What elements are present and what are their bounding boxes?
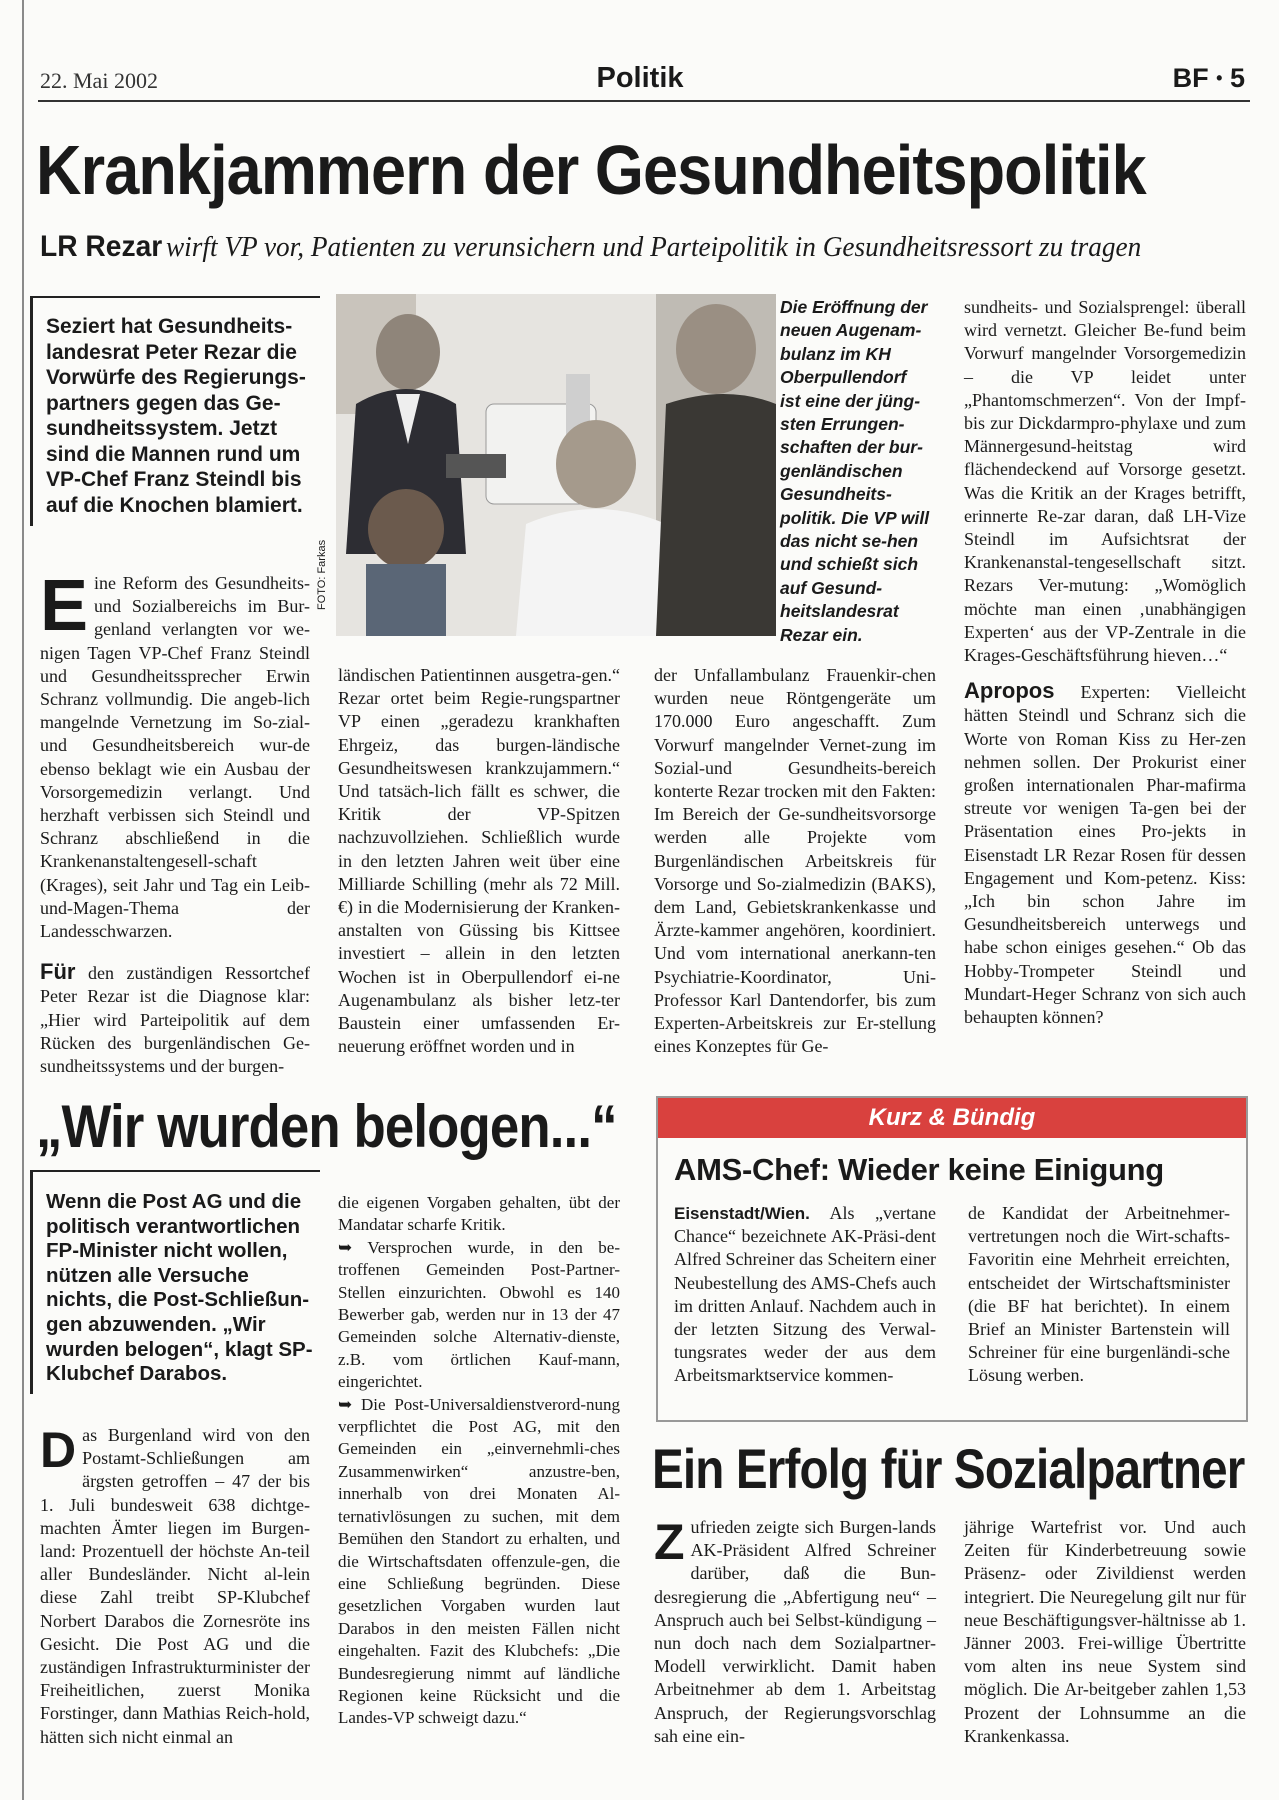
article2-column1 (40, 1424, 310, 1749)
text-run: as Burgenland wird von den Postamt-Schließungen am ärgsten getroffen – 47 der bis 1. Juli bundesweit 638 dichtge-machten Ämter liegen im Burgen-land: Prozentuell der höchste An-teil aller Bundesländer. Nicht al-lein diese Zahl treibt SP-Klubchef Norbert Darabos die Zornesröte ins Gesicht. Die Post AG und die zuständigen Infrastrukturminister der Freiheitlichen, zuerst Monika Forstinger, dann Mathias Reich-hold, hätten sich nicht einmal an (40, 1425, 310, 1747)
paper-abbrev: BF (1172, 63, 1209, 93)
article3-column1 (654, 1516, 936, 1748)
lead-rule (30, 1170, 33, 1394)
arrow-icon: ➥ (338, 1394, 362, 1414)
kurz-buendig-box (656, 1096, 1248, 1422)
headline-main: Krankjammern der Gesundheitspolitik (36, 131, 1146, 209)
paragraph (654, 1516, 936, 1748)
text-run: ufrieden zeigte sich Burgen-lands AK-Präsident Alfred Schreiner darüber, daß die Bun-desregierung die „Abfertigung neu“ – Anspruch auch bei Selbst-kündigung – nun doch nach dem Sozialpartner-Modell verwirklicht. Damit haben Arbeitnehmer ab dem 1. Arbeitstag Anspruch, der Regierungsvorschlag sah eine ein- (654, 1517, 936, 1746)
subheadline (40, 230, 1196, 264)
article3-column2: jährige Wartefrist vor. Und auch Zeiten für Kinderbetreuung sowie Präsenz- oder Zivildienst werden integriert. Die Neuregelung gilt nur für neue Beschäftigungsver-hältnisse ab 1. Jänner 2003. Frei-willige Übertritte vom alten ins neue System sind möglich. Die Ar-beitgeber zahlen 1,53 Prozent der Lohnsumme an die Krankenkassa. (964, 1517, 1246, 1746)
lead-rule-top (30, 1170, 320, 1172)
box-column1 (674, 1202, 936, 1388)
text-run: Als „vertane Chance“ bezeichnete AK-Präsi-dent Alfred Schreiner das Scheitern einer Neubestellung des AMS-Chefs auch im dritten Anlauf. Nachdem auch in der letzten Sitzung des Verwal-tungsrates weder der aus dem Arbeitsmarktservice kommen- (674, 1203, 936, 1386)
text-run: Die Post-Universaldienstverord-nung verpflichtet die Post AG, mit den Gemeinden ein „einvernehmli-ches Zusammenwirken“ anzustre-ben, innerhalb von drei Monaten Al-ternativlösungen zu suchen, mit dem Bemühen den Standort zu erhalten, und die Wirtschaftsdaten offenzule-gen, die eine Schließung begründen. Diese gesetzlichen Vorgaben wurden laut Darabos in den meisten Fällen nicht eingehalten. Fazit des Klubchefs: „Die Bundesregierung nimmt auf ländliche Regionen keine Rücksicht und die Landes-VP schweigt dazu.“ (338, 1394, 621, 1728)
article2-column2 (338, 1192, 620, 1730)
box-column2: de Kandidat der Arbeitnehmer-vertretungen noch die Wirt-schafts-Favoritin eine Mehrheit erreichten, entscheidet der Wirtschaftsminister (die BF hat berichtet). In einem Brief an Minister Bartenstein will Schreiner für eine burgenländi-sche Lösung werben. (968, 1203, 1230, 1386)
dropcap: E (40, 566, 89, 646)
paragraph (40, 960, 310, 1078)
header-rule (38, 100, 1250, 102)
paragraph (964, 679, 1246, 1029)
photo-credit: FOTO: Farkas (316, 539, 328, 610)
article1-column3: der Unfallambulanz Frauenkir-chen wurden neue Röntgengeräte um 170.000 Euro angeschafft. Zum Vorwurf mangelnder Vernet-zung im Sozial-und Gesundheits-bereich konterte Rezar trocken mit den Fakten: Im Bereich der Ge-sundheitsvorsorge werden alle Projekte vom Burgenländischen Arbeitskreis für Vorsorge und So-zialmedizin (BAKS), dem Land, Gebietskrankenkasse und Ärzte-kammer angehören, koordiniert. Und vom international anerkann-ten Psychiatrie-Koordinator, Uni-Professor Karl Dantendorfer, bis zum Experten-Arbeitskreis zur Er-stellung eines Konzeptes für Ge- (654, 665, 936, 1057)
lead-text: Seziert hat Gesundheits-landesrat Peter Rezar die Vorwürfe des Regierungs-partners gegen das Ge-sundheitssystem. Jetzt sind die Mannen rund um VP-Chef Franz Steindl bis auf die Knochen blamiert. (46, 315, 306, 517)
page-num: 5 (1229, 63, 1245, 93)
article1-column1 (40, 566, 310, 1078)
paragraph (40, 566, 310, 943)
box-label: Kurz & Bündig (658, 1098, 1246, 1138)
dropcap: D (40, 1422, 77, 1478)
text-run: den zuständigen Ressortchef Peter Rezar ist die Diagnose klar: „Hier wird Parteipolitik auf dem Rücken des burgenländischen Ge-sundheitssystems und der burgen- (40, 963, 310, 1077)
text-run: Experten: Vielleicht hätten Steindl und Schranz sich die Worte von Roman Kiss zu Her-zen nehmen sollen. Der Prokurist einer großen internationalen Phar-mafirma streute vor wenigen Ta-gen bei der Präsentation eines Pro-jekts in Eisenstadt LR Rezar Rosen für dessen Engagement und Kom-petenz. Kiss: „Ich bin schon Jahre im Gesundheitsbereich unterwegs und habe schon einiges gesehen.“ Ob das Hobby-Trompeter Steindl und Mundart-Heger Schranz von sich auch behaupten können? (964, 682, 1246, 1028)
arrow-icon: ➥ (338, 1237, 368, 1257)
photo-illustration (336, 294, 776, 636)
issue-date: 22. Mai 2002 (40, 68, 158, 93)
lead-rule-top (30, 296, 320, 298)
subhead-text: wirft VP vor, Patienten zu verunsichern und Parteipolitik in Gesundheitsressort zu tragen (166, 231, 1142, 263)
subhead-person: LR Rezar (40, 230, 163, 263)
paragraph: sundheits- und Sozialsprengel: überall wird vernetzt. Gleicher Be-fund beim Vorwurf mangelnder Vorsorgemedizin – die VP leidet unter „Phantomschmerzen“. Von der Impf- bis zur Dickdarmpro-phylaxe und zum Männergesund-heitstag wird flächendeckend auf Vorsorge gesetzt. Was die Kritik an der Krages betrifft, erinnerte Re-zar daran, daß LH-Vize Steindl im Aufsichtsrat der Krankenanstal-tengesellschaft sitzt. Rezars Ver-mutung: „Womöglich möchte man einen ‚unabhängigen Experten‘ aus der VP-Zentrale in die Krages-Geschäftsführung hieven…“ (964, 297, 1246, 666)
paragraph (40, 1424, 310, 1749)
article1-column2: ländischen Patientinnen ausgetra-gen.“ Rezar ortet beim Regie-rungspartner VP einen „geradezu krankhaften Ehrgeiz, das burgen-ländische Gesundheitswesen krankzujammern.“ Und tatsäch-lich fällt es schwer, die Kritik der VP-Spitzen nachzuvollziehen. Schließlich wurde in den letzten Jahren weit über eine Milliarde Schilling (mehr als 72 Mill. €) in die Modernisierung der Kranken-anstalten von Güssing bis Kittsee investiert – allein in den letzten Wochen ist in Oberpullendorf ei-ne Augenambulanz als bisher letz-ter Baustein einer umfassenden Er-neuerung eröffnet worden und in (338, 665, 620, 1057)
photo-caption: Die Eröffnung der neuen Augenam-bulanz im KH Oberpullendorf ist eine der jüng-sten Errungen-schaften der bur-genländischen Gesundheits-politik. Die VP will das nicht se-hen und schießt sich auf Gesund-heitslandesrat Rezar ein. (780, 297, 930, 645)
paragraph (338, 1394, 620, 1730)
text-run: ine Reform des Gesundheits- und Sozialbereichs im Bur-genland verlangten vor we-nigen Tagen VP-Chef Franz Steindl und Gesundheitssprecher Erwin Schranz vollmundig. Die angeb-lich mangelnde Vernetzung im So-zial- und Gesundheitsbereich wur-de ebenso beklagt wie ein Ausbau der Vorsorgemedizin verlangt. Und herzhaft verbissen sich Steindl und Schranz abschließend in die Krankenanstaltengesell-schaft (Krages), seit Jahr und Tag ein Leib-und-Magen-Thema der Landesschwarzen. (40, 573, 310, 942)
text-run: Versprochen wurde, in den be-troffenen Gemeinden Post-Partner-Stellen einzurichten. Obwohl es 140 Bewerber gab, werden nur in 13 der 47 Gemeinden solche Alternativ-dienste, z.B. vom örtlichen Kauf-mann, eingerichtet. (338, 1237, 620, 1392)
news-photo (336, 294, 776, 636)
separator-dot: • (1216, 68, 1223, 88)
article2-lead: Wenn die Post AG und die politisch verantwortlichen FP-Minister nicht wollen, nützen alle Versuche nichts, die Post-Schließun-gen abzuwenden. „Wir wurden belogen“, klagt SP-Klubchef Darabos. (46, 1190, 313, 1386)
headline-sozialpartner: Ein Erfolg für Sozialpartner (652, 1437, 1245, 1500)
runin-word: Für (40, 959, 76, 985)
article1-column4 (964, 296, 1246, 1029)
paragraph: die eigenen Vorgaben gehalten, übt der Mandatar scharfe Kritik. (338, 1193, 620, 1235)
box-headline: AMS-Chef: Wieder keine Einigung (674, 1152, 1164, 1187)
lead-rule (30, 296, 33, 526)
dateline: Eisenstadt/Wien. (674, 1204, 810, 1223)
dropcap: Z (654, 1514, 685, 1570)
paragraph (338, 1237, 620, 1394)
headline-quote: „Wir wurden belogen...“ (36, 1093, 617, 1160)
section-title: Politik (596, 62, 684, 94)
page-number (1173, 63, 1245, 94)
runin-word: Apropos (964, 678, 1055, 704)
page-edge-line (22, 0, 24, 1800)
